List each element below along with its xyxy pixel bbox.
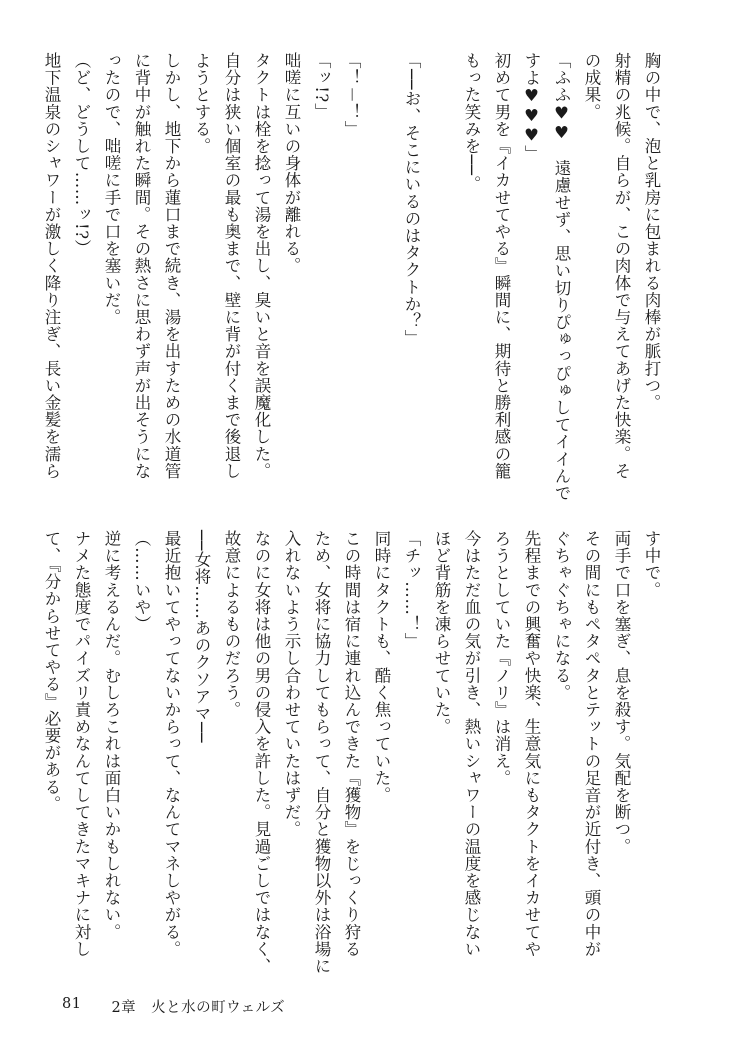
text-line: 胸の中で、泡と乳房に包まれる肉棒が脈打つ。 (642, 52, 661, 412)
chapter-title: 2章 火と水の町ウェルズ (111, 1000, 286, 1016)
text-line: その間にもペタペタとテットの足音が近付き、頭の中が (582, 530, 601, 958)
text-line: 自分は狭い個室の最も奥まで、壁に背が付くまで後退し (222, 52, 241, 480)
text-line: ようとする。 (192, 52, 211, 155)
text-line: の成果。 (582, 52, 601, 121)
text-line: （ど、どうして……ッ!?） (72, 52, 91, 257)
text-line: 最近抱いてやってないからって、なんてマネしやがる。 (162, 530, 181, 958)
text-line: ──女将……あのクソアマ── (192, 530, 211, 744)
text-line: しかし、地下から蓮口まで続き、湯を出すための水道管 (162, 52, 181, 480)
text-line: て、『分からせてやる』必要がある。 (42, 530, 61, 813)
text-line: ぐちゃぐちゃになる。 (552, 530, 571, 701)
text-block-lower (42, 530, 666, 992)
text-line: 「ッ!?」 (312, 52, 331, 120)
text-line: 「チッ……！」 (402, 530, 421, 650)
text-line: に背中が触れた瞬間。その熱さに思わず声が出そうにな (132, 52, 151, 480)
text-line: ったので、咄嗟に手で口を塞いだ。 (102, 52, 121, 326)
text-line: 初めて男を『イカせてやる』瞬間に、期待と勝利感の籠 (492, 52, 511, 480)
text-line: 逆に考えるんだ。むしろこれは面白いかもしれない。 (102, 530, 121, 941)
text-block-upper (42, 52, 666, 514)
text-line: （……いや） (132, 530, 151, 633)
text-line: ナメた態度でパイズリ責めなんてしてきたマキナに対し (72, 530, 91, 958)
text-line: すよ♥♥♥」 (522, 52, 541, 163)
text-line: 射精の兆候。自らが、この肉体で与えてあげた快楽。そ (612, 52, 631, 480)
text-line: 故意によるものだろう。 (222, 530, 241, 719)
text-line: 「ふふ♥♥ 遠慮せず、思い切りぴゅっぴゅしてイイんで (552, 52, 571, 502)
text-line: 入れないよう示し合わせていたはずだ。 (282, 530, 301, 838)
text-line (426, 52, 456, 514)
text-line: 咄嗟に互いの身体が離れる。 (282, 52, 301, 275)
text-line (366, 52, 396, 514)
page-footer (62, 996, 285, 1017)
text-line: もった笑みを──。 (462, 52, 481, 193)
text-line: ため、女将に協力してもらって、自分と獲物以外は浴場に (312, 530, 331, 975)
text-line: 今はただ血の気が引き、熱いシャワーの温度を感じない (462, 530, 481, 958)
text-line: ろうとしていた『ノリ』は消え。 (492, 530, 511, 787)
page-number: 81 (62, 996, 82, 1012)
text-line: 地下温泉のシャワーが激しく降り注ぎ、長い金髪を濡ら (42, 52, 61, 480)
text-line: 同時にタクトも、酷く焦っていた。 (372, 530, 391, 804)
text-line: この時間は宿に連れ込んできた『獲物』をじっくり狩る (342, 530, 361, 958)
text-line: なのに女将は他の男の侵入を許した。見過ごしではなく、 (252, 530, 271, 975)
text-line: 先程までの興奮や快楽、生意気にもタクトをイカせてや (522, 530, 541, 958)
text-line: タクトは栓を捻って湯を出し、臭いと音を誤魔化した。 (252, 52, 271, 480)
text-line: 「！－！」 (342, 52, 361, 138)
text-line: 両手で口を塞ぎ、息を殺す。気配を断つ。 (612, 530, 631, 855)
text-line: 「──お、そこにいるのはタクトか？」 (402, 52, 421, 347)
text-line: ほど背筋を凍らせていた。 (432, 530, 451, 736)
text-line: す中で。 (642, 530, 661, 599)
